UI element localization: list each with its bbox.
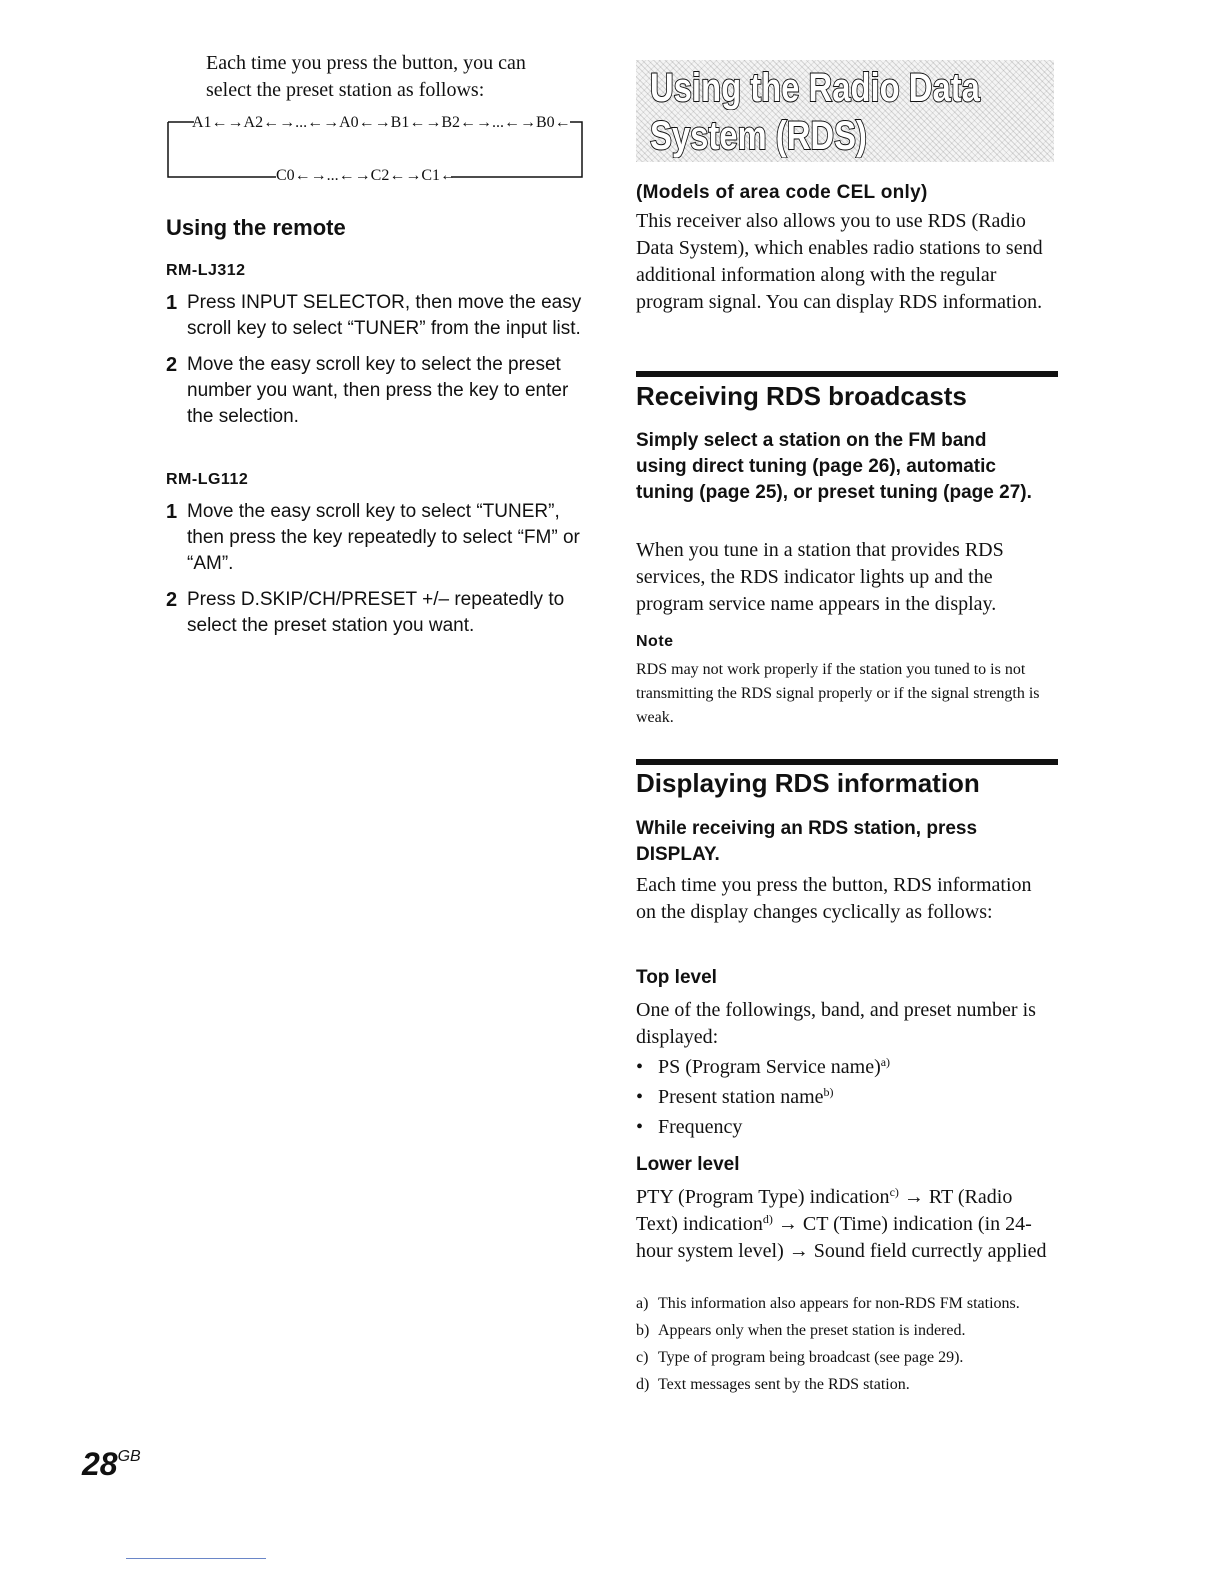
note-text: RDS may not work properly if the station you tuned to is not transmitting the RDS signal properly or if the signal strength is weak. xyxy=(636,661,1040,726)
displaying-lead: While receiving an RDS station, press DISPLAY. xyxy=(636,818,978,865)
lower-text-1: PTY (Program Type) indication xyxy=(636,1186,890,1208)
footnote-text: Text messages sent by the RDS station. xyxy=(658,1376,910,1393)
top-level-body: One of the followings, band, and preset number is displayed: xyxy=(636,999,1036,1048)
lower-level-body xyxy=(636,1184,1056,1265)
lower-text-3: → CT (Time) indication (in 24-hour system level) → Sound field currectly applied xyxy=(636,1213,1047,1262)
model2-step-2 xyxy=(166,587,586,639)
footnote-ref: d) xyxy=(762,1212,773,1226)
list-item-text: PS (Program Service name) xyxy=(658,1056,881,1078)
lower-text-2: → RT (Radio Text) indication xyxy=(636,1186,1013,1235)
preset-sequence-diagram xyxy=(166,112,586,184)
model-rm-lg112: RM-LG112 xyxy=(166,471,249,488)
models-note: (Models of area code CEL only) xyxy=(636,182,928,203)
list-item-text: Frequency xyxy=(658,1116,743,1138)
footnote-c xyxy=(636,1346,1036,1370)
list-item: • Frequency xyxy=(636,1116,743,1138)
footnote-text: Type of program being broadcast (see page 29). xyxy=(658,1349,964,1366)
footnote-ref: b) xyxy=(823,1085,834,1099)
footnote-ref: c) xyxy=(889,1185,899,1199)
remote-heading: Using the remote xyxy=(166,215,346,240)
receiving-lead: Simply select a station on the FM band using direct tuning (page 26), automatic tuning (page 25), or preset tuning (page 27). xyxy=(636,430,1032,503)
list-item: • PS (Program Service name)$^{a)}$ xyxy=(636,1055,891,1078)
model1-step-1 xyxy=(166,290,586,342)
receiving-body: When you tune in a station that provides RDS services, the RDS indicator lights up and the program service name appears in the display. xyxy=(636,539,1004,615)
rds-intro: This receiver also allows you to use RDS (Radio Data System), which enables radio stations to send additional information along with the regular program signal. You can display RDS information. xyxy=(636,210,1043,313)
step-text: Press D.SKIP/CH/PRESET +/– repeatedly to select the preset station you want. xyxy=(187,589,565,636)
displaying-body: Each time you press the button, RDS information on the display changes cyclically as follows: xyxy=(636,874,1032,923)
footnote-d xyxy=(636,1373,1036,1397)
footnote-mark: d) xyxy=(636,1376,650,1393)
footnote-b xyxy=(636,1319,1036,1343)
displaying-title: Displaying RDS information xyxy=(636,768,980,798)
step-number: 1 xyxy=(166,501,178,523)
page-number-suffix: GB xyxy=(117,1448,141,1465)
model1-steps xyxy=(166,290,586,430)
model1-step-2 xyxy=(166,352,586,430)
step-text: Press INPUT SELECTOR, then move the easy scroll key to select “TUNER” from the input list. xyxy=(187,292,582,339)
receiving-title: Receiving RDS broadcasts xyxy=(636,381,967,411)
lower-level-label: Lower level xyxy=(636,1154,740,1175)
page-number-value: 28 xyxy=(82,1446,118,1482)
section-rule xyxy=(636,371,1058,377)
page-number xyxy=(82,1446,141,1483)
note-label: Note xyxy=(636,633,674,650)
step-number: 1 xyxy=(166,292,178,314)
sequence-bottom-row: C0←→...←→C2←→C1← xyxy=(276,167,457,184)
model2-step-1 xyxy=(166,499,586,577)
step-number: 2 xyxy=(166,354,178,376)
footnote-mark: a) xyxy=(636,1295,649,1312)
sequence-top-row: A1←→A2←→...←→A0←→B1←→B2←→...←→B0← xyxy=(192,114,571,131)
top-level-list xyxy=(636,1052,1056,1142)
banner-title-line-2: System (RDS) xyxy=(650,114,867,158)
footnote-mark: c) xyxy=(636,1349,649,1366)
model2-steps xyxy=(166,499,586,639)
step-text: Move the easy scroll key to select the preset number you want, then press the key to enter the selection. xyxy=(187,354,569,427)
footer-rule xyxy=(126,1558,266,1559)
footnotes xyxy=(636,1292,1036,1397)
section-banner xyxy=(636,60,1054,162)
section-rule xyxy=(636,759,1058,765)
footnote-ref: a) xyxy=(880,1055,891,1069)
model-rm-lj312: RM-LJ312 xyxy=(166,262,246,279)
step-text: Move the easy scroll key to select “TUNER”, then press the key repeatedly to select “FM” or “AM”. xyxy=(187,501,580,574)
list-item: • Present station name$^{b)}$ xyxy=(636,1085,834,1108)
footnote-text: This information also appears for non-RDS FM stations. xyxy=(658,1295,1020,1312)
top-level-label: Top level xyxy=(636,967,717,988)
footnote-text: Appears only when the preset station is indered. xyxy=(658,1322,966,1339)
footnote-a xyxy=(636,1292,1036,1316)
footnote-mark: b) xyxy=(636,1322,650,1339)
banner-title-line-1: Using the Radio Data xyxy=(650,66,980,110)
step-number: 2 xyxy=(166,589,178,611)
list-item-text: Present station name xyxy=(658,1086,824,1108)
preset-intro: Each time you press the button, you can select the preset station as follows: xyxy=(206,52,526,101)
